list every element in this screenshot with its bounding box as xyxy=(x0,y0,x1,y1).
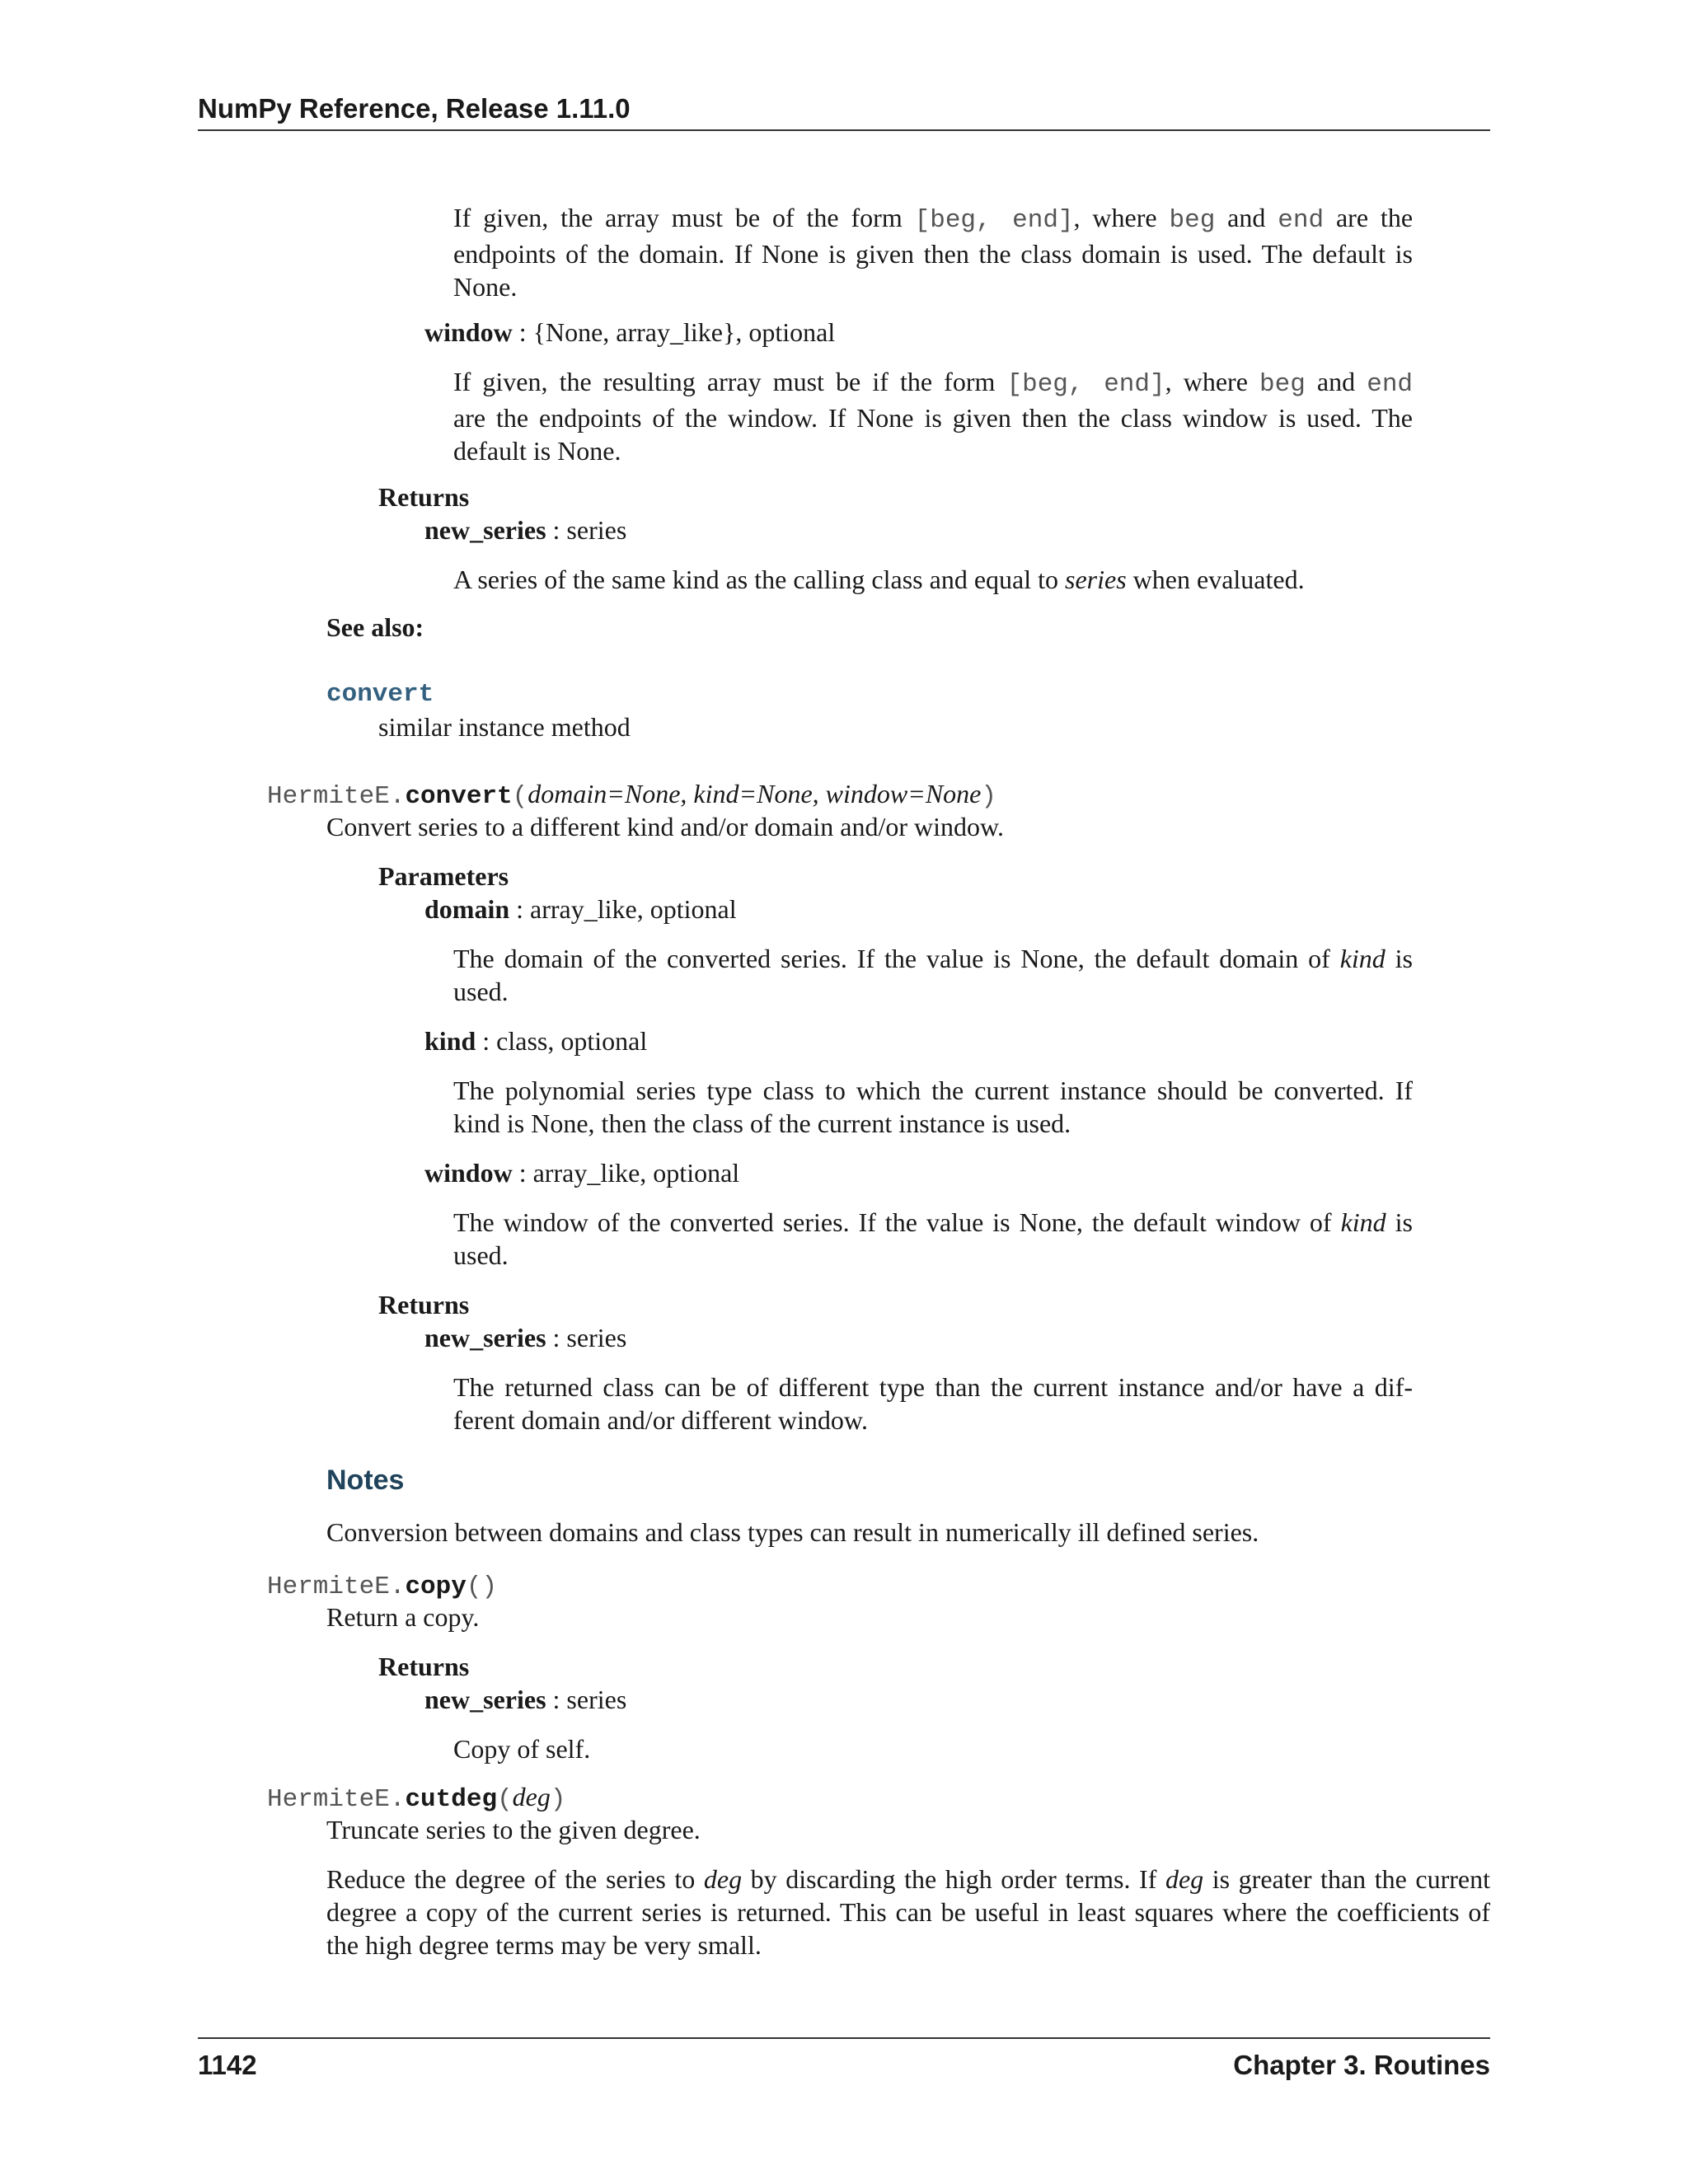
signature-cutdeg: HermiteE.cutdeg(deg) xyxy=(267,1782,566,1814)
window-param-description: The window of the converted series. If the value is None, the default window of kind is used. xyxy=(453,1207,1414,1270)
see-also-link-convert[interactable]: convert xyxy=(326,680,434,709)
notes-text: Conversion between domains and class types can result in numerically ill defined series. xyxy=(326,1517,1259,1547)
param-domain: domain : array_like, optional xyxy=(424,894,737,924)
notes-heading: Notes xyxy=(326,1465,405,1496)
convert-returns-param: new_series : series xyxy=(424,1323,627,1352)
cutdeg-description: Reduce the degree of the series to deg by discarding the high order terms. If deg is greater than the current degree a copy of the current series is returned. This can be useful in least squares where the coefficients of the high degree terms may be very small. xyxy=(326,1864,1491,1960)
window-description: If given, the resulting array must be if the form [beg, end], where beg and end are the endpoints of the window. If None is given then the class window is used. The default is None. xyxy=(453,367,1414,466)
convert-parameters-heading: Parameters xyxy=(378,861,509,891)
signature-copy: HermiteE.copy() xyxy=(267,1572,498,1601)
page-number: 1142 xyxy=(198,2050,257,2080)
domain-description: If given, the array must be of the form [beg, end], where beg and end are the endpoints of the domain. If None is given then the class domain is used. The default is None. xyxy=(453,203,1414,302)
returns-heading: Returns xyxy=(378,482,470,512)
copy-summary: Return a copy. xyxy=(326,1602,480,1632)
convert-returns-description: The returned class can be of different type than the current instance and/or have a dif- ferent domain and/or different window. xyxy=(453,1372,1413,1435)
see-also-description: similar instance method xyxy=(378,712,631,742)
param-window-convert: window : array_like, optional xyxy=(424,1158,740,1188)
returns-description: A series of the same kind as the calling class and equal to series when evaluated. xyxy=(453,565,1305,594)
see-also-heading: See also: xyxy=(326,612,424,642)
code-beg-end: [beg, end] xyxy=(914,206,1074,235)
returns-param: new_series : series xyxy=(424,515,627,545)
chapter-label: Chapter 3. Routines xyxy=(1233,2050,1490,2080)
copy-returns-heading: Returns xyxy=(378,1652,470,1681)
copy-returns-param: new_series : series xyxy=(424,1685,627,1714)
code-end: end xyxy=(1278,206,1325,235)
code-beg: beg xyxy=(1169,206,1216,235)
convert-summary: Convert series to a different kind and/or domain and/or window. xyxy=(326,812,1005,841)
header-rule xyxy=(198,129,1490,131)
domain-param-description: The domain of the converted series. If the value is None, the default domain of kind is used. xyxy=(453,944,1414,1006)
kind-param-description: The polynomial series type class to which the current instance should be converted. If kind is None, then the class of the current instance is used. xyxy=(453,1076,1413,1138)
cutdeg-summary: Truncate series to the given degree. xyxy=(326,1815,701,1844)
running-header: NumPy Reference, Release 1.11.0 xyxy=(198,93,631,124)
convert-returns-heading: Returns xyxy=(378,1290,470,1319)
footer-rule xyxy=(198,2037,1490,2039)
signature-convert: HermiteE.convert(domain=None, kind=None, window=None) xyxy=(267,779,996,811)
copy-returns-description: Copy of self. xyxy=(453,1734,591,1764)
param-window: window : {None, array_like}, optional xyxy=(424,317,836,347)
param-kind: kind : class, optional xyxy=(424,1026,648,1056)
